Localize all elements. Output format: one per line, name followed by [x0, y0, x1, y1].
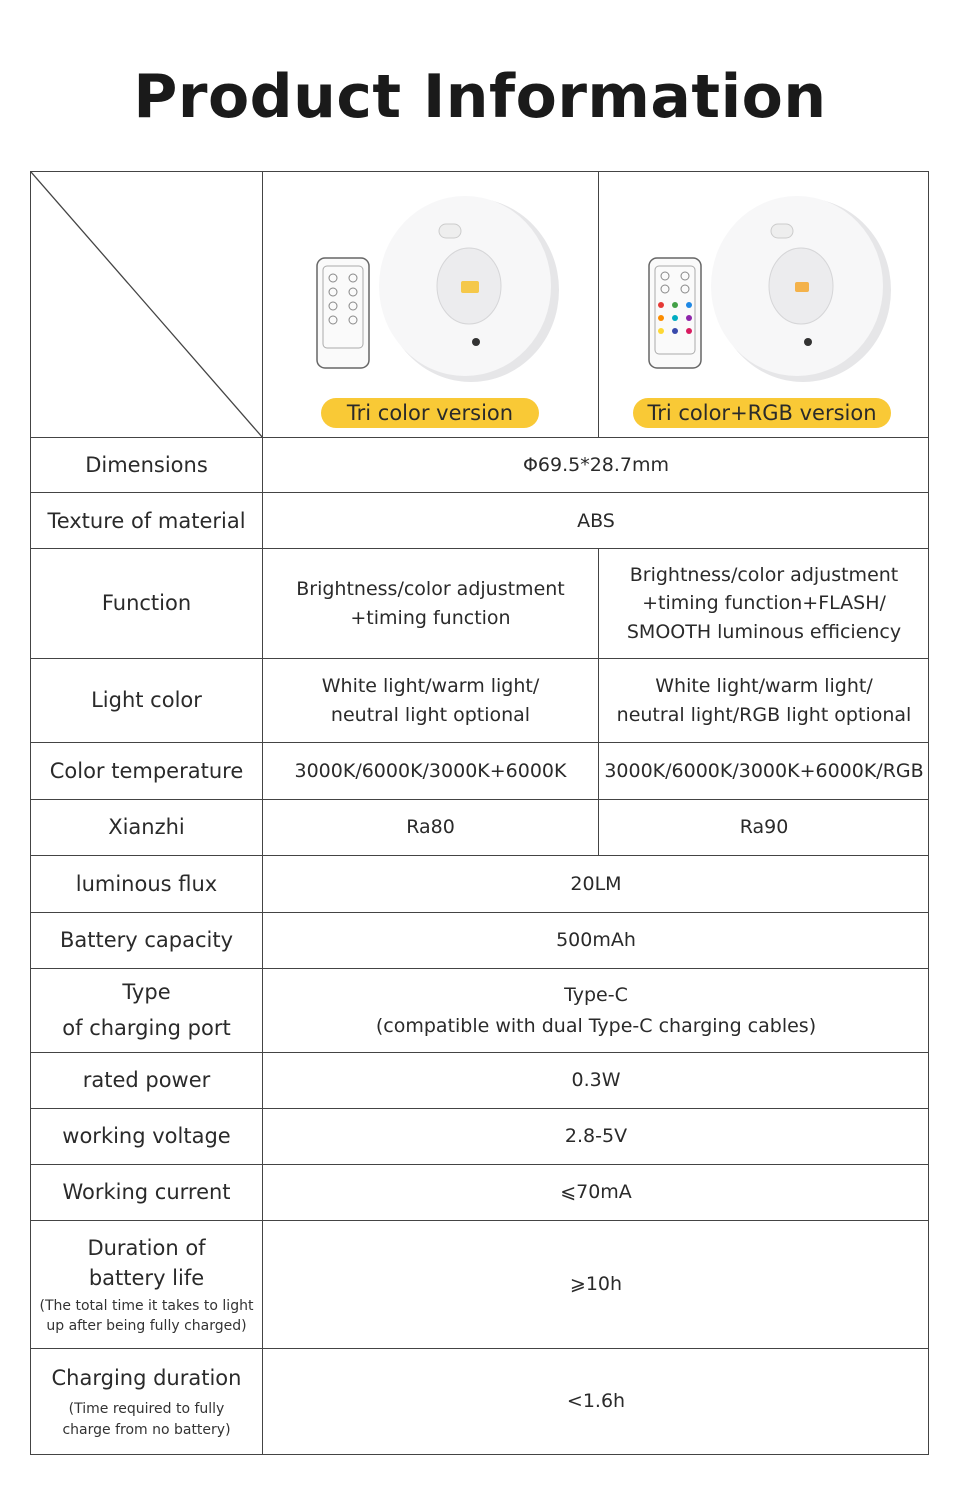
label-working-voltage: working voltage — [62, 1124, 231, 1149]
page-title: Product Information — [133, 62, 827, 132]
value-working-current: ⩽70mA — [560, 1181, 632, 1204]
version-pill-tri-color: Tri color version — [321, 398, 539, 428]
label-working-current: Working current — [62, 1180, 231, 1205]
value-battery-life: ⩾10h — [569, 1273, 623, 1296]
value-function-rgb: Brightness/color adjustment +timing function+FLASH/ SMOOTH luminous efficiency — [626, 563, 902, 643]
value-charging-port: Type-C (compatible with dual Type-C charging cables) — [375, 984, 817, 1037]
spec-table — [30, 171, 929, 1455]
value-function-tri: Brightness/color adjustment +timing function — [296, 578, 565, 629]
label-charging-port: Type of charging port — [62, 979, 231, 1040]
value-xianzhi-tri: Ra80 — [406, 816, 455, 839]
value-xianzhi-rgb: Ra90 — [739, 816, 789, 839]
label-charging-duration: Charging duration (Time required to fully charge from no battery) — [31, 1349, 262, 1454]
label-battery-capacity: Battery capacity — [59, 928, 234, 953]
product-image-tri-color — [311, 192, 561, 382]
note-battery-life: (The total time it takes to light up after being fully charged) — [39, 1297, 254, 1334]
product-image-tri-color-rgb — [643, 192, 893, 382]
label-dimensions: Dimensions — [85, 452, 208, 477]
diagonal-corner — [31, 172, 263, 438]
note-charging-duration: (Time required to fully charge from no battery) — [62, 1401, 231, 1438]
value-rated-power: 0.3W — [571, 1069, 621, 1092]
label-rated-power: rated power — [82, 1068, 211, 1093]
label-light-color: Light color — [91, 688, 202, 713]
value-charging-duration: <1.6h — [566, 1390, 626, 1413]
value-color-temperature-rgb: 3000K/6000K/3000K+6000K/RGB — [604, 759, 924, 782]
label-battery-life: Duration of battery life (The total time it takes to light up after being fully charged) — [31, 1221, 262, 1348]
value-working-voltage: 2.8-5V — [564, 1125, 628, 1148]
value-dimensions: Φ69.5*28.7mm — [522, 453, 670, 476]
value-light-color-tri: White light/warm light/ neutral light optional — [321, 675, 540, 726]
value-luminous-flux: 20LM — [570, 872, 622, 895]
value-battery-capacity: 500mAh — [556, 929, 636, 952]
value-material: ABS — [577, 509, 615, 532]
label-color-temperature: Color temperature — [49, 758, 244, 783]
label-material: Texture of material — [47, 508, 246, 533]
value-light-color-rgb: White light/warm light/ neutral light/RGB light optional — [616, 675, 912, 726]
label-function: Function — [101, 591, 192, 616]
value-color-temperature-tri: 3000K/6000K/3000K+6000K — [294, 759, 567, 782]
label-xianzhi: Xianzhi — [108, 815, 185, 840]
version-pill-tri-color-rgb: Tri color+RGB version — [633, 398, 891, 428]
label-luminous-flux: luminous flux — [75, 871, 218, 896]
